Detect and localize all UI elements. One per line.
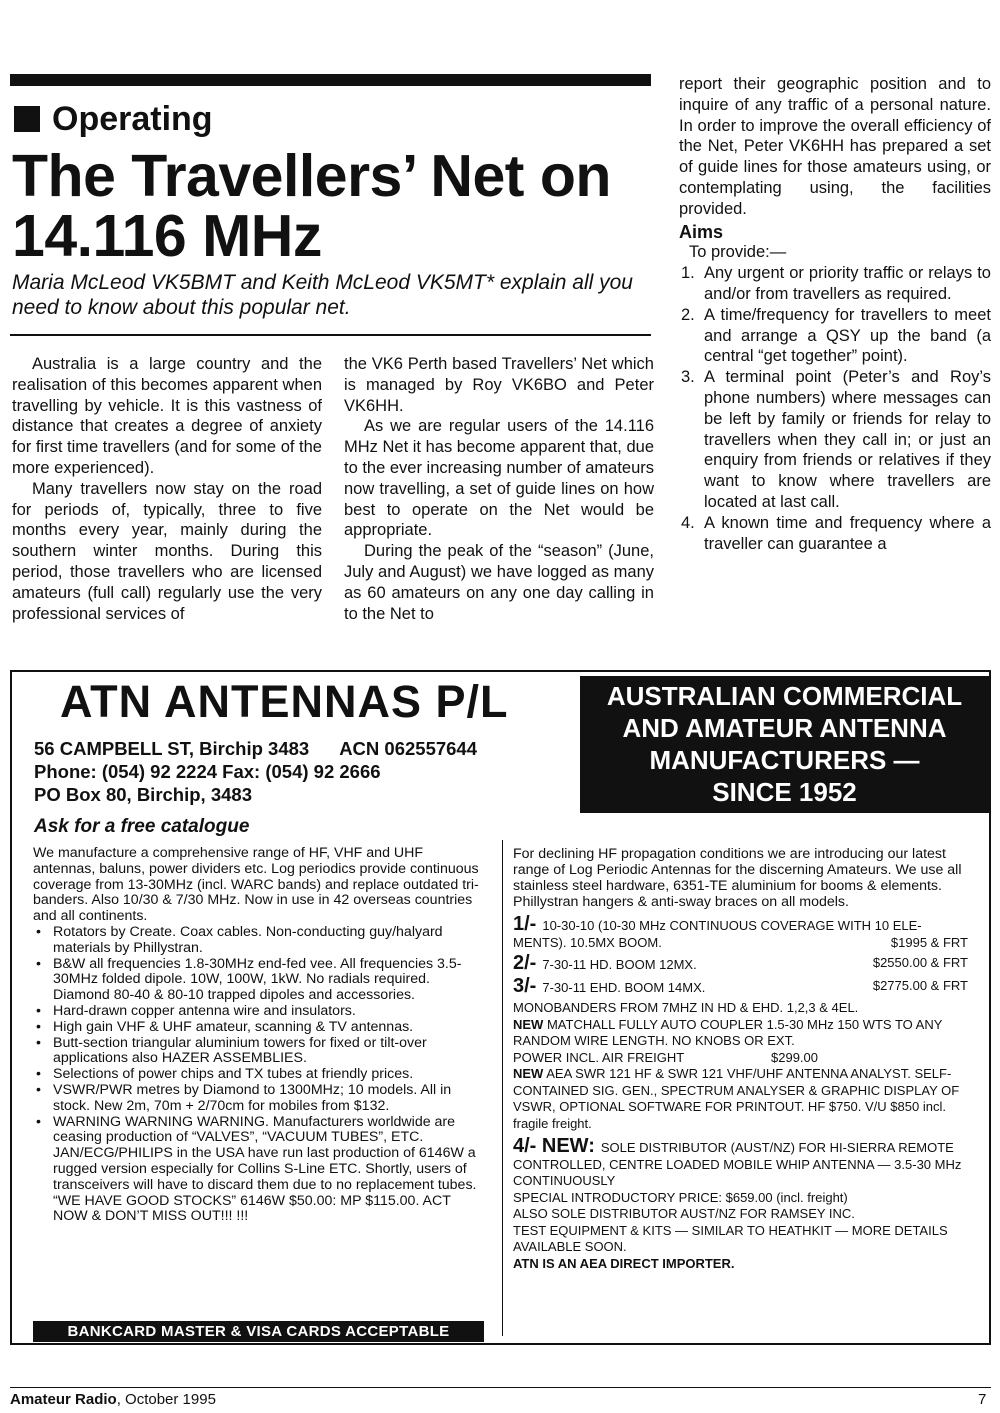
article-column-3 — [679, 74, 991, 554]
paragraph: Many travellers now stay on the road for periods of, typically, three to five months every year, mainly during the southern winter months. During this period, those travellers who are licensed amateurs (full call) regularly use the very professional services of — [12, 479, 322, 623]
offer-number: 2/- — [513, 952, 537, 974]
aims-list — [679, 263, 991, 554]
aea-offer — [513, 1066, 968, 1132]
list-text: A time/frequency for travellers to meet and arrange a QSY up the band (a central “get together” point). — [704, 305, 991, 366]
paragraph: report their geographic position and to inquire of any traffic of a personal nature. In order to improve the overall efficiency of the Net, Peter VK6HH has prepared a set of guide lines for those amateurs using, or contemplating using, the facilities provided. — [679, 75, 991, 218]
list-text: A terminal point (Peter’s and Roy’s phone numbers) where messages can be left by family or friends for relay to travellers when they call in; or just an enquiry from friends or relatives if they want to know where travellers are located at last call. — [704, 368, 991, 511]
test-equipment: TEST EQUIPMENT & KITS — SIMILAR TO HEATHKIT — MORE DETAILS AVAILABLE SOON. — [513, 1222, 948, 1254]
aims-intro: To provide:— — [689, 243, 787, 262]
article-title: The Travellers’ Net on 14.116 MHz — [12, 143, 611, 269]
list-item — [679, 513, 991, 555]
banner-line: AND AMATEUR ANTENNA — [622, 713, 947, 743]
aims-heading: Aims — [679, 221, 724, 242]
list-item: • Hard-drawn copper antenna wire and insulators. — [33, 1004, 486, 1020]
coupler-price: $299.00 — [771, 1049, 818, 1065]
offer-3 — [513, 974, 968, 997]
issue-date: , October 1995 — [116, 1391, 216, 1408]
list-number: 2. — [681, 305, 695, 324]
ad-company-name: ATN ANTENNAS P/L — [60, 676, 509, 727]
ad-acn: ACN 062557644 — [339, 738, 478, 759]
footer-publication — [10, 1391, 216, 1408]
subtitle-rule — [10, 334, 651, 336]
paragraph: During the peak of the “season” (June, July and August) we have logged as many as 60 amateurs on any one day calling in to the Net to — [344, 542, 654, 623]
ad-contact-block — [34, 737, 594, 806]
bankcard-banner: BANKCARD MASTER & VISA CARDS ACCEPTABLE — [33, 1321, 484, 1342]
coupler-price-row — [513, 1050, 968, 1067]
magazine-name: Amateur Radio — [10, 1391, 117, 1408]
new-label: NEW — [513, 1016, 544, 1032]
offer-text: 7-30-11 EHD. BOOM 14MX. — [542, 979, 706, 995]
footer-rule — [10, 1387, 991, 1388]
banner-line: AUSTRALIAN COMMERCIAL — [606, 681, 963, 711]
list-item: • Rotators by Create. Coax cables. Non-conducting guy/halyard materials by Phillystran. — [33, 925, 486, 957]
article-column-1 — [12, 354, 322, 624]
list-number: 4. — [681, 513, 695, 532]
ad-left-column — [33, 846, 486, 1225]
offer-price: $2550.00 & FRT — [872, 955, 968, 970]
ad-right-column — [513, 846, 968, 1272]
page-number: 7 — [978, 1391, 987, 1408]
list-item: • Butt-section triangular aluminium towers for fixed or tilt-over applications also HAZER ASSEMBLIES. — [33, 1036, 486, 1068]
list-item: • Selections of power chips and TX tubes at friendly prices. — [33, 1067, 486, 1083]
offer-2 — [513, 952, 968, 974]
offer-text: 7-30-11 HD. BOOM 12MX. — [542, 957, 697, 972]
monobanders: MONOBANDERS FROM 7MHZ IN HD & EHD. 1,2,3 & 4EL. — [513, 1000, 859, 1015]
square-bullet-icon — [14, 106, 40, 132]
list-text: Any urgent or priority traffic or relays to and/or from travellers as required. — [704, 264, 991, 303]
banner-line: SINCE 1952 — [712, 777, 857, 807]
offer-4 — [513, 1135, 968, 1190]
new-label: NEW — [513, 1066, 544, 1081]
special-price: SPECIAL INTRODUCTORY PRICE: $659.00 (incl. freight) — [513, 1189, 848, 1205]
coupler-offer — [513, 1017, 968, 1050]
list-item: • B&W all frequencies 1.8-30MHz end-fed vee. All frequencies 3.5-30MHz folded dipole. 10W, 100W, 1kW. No radials required. Diamond 80-40 & 80-10 trapped dipoles and accessories. — [33, 957, 486, 1004]
list-item: • High gain VHF & UHF amateur, scanning & TV antennas. — [33, 1020, 486, 1036]
section-label: Operating — [52, 100, 213, 138]
aea-importer: ATN IS AN AEA DIRECT IMPORTER. — [513, 1255, 735, 1271]
list-item: • WARNING WARNING WARNING. Manufacturers worldwide are ceasing production of “VALVES”, “VACUUM TUBES”, ETC. JAN/ECG/PHILIPS in the USA have run last production of 6146W a rugged version especially for Collins S-Line ETC. Shortly, users of transceivers will have to discard them due to no replacement tubes. “WE HAVE GOOD STOCKS” 6146W $50.00: MP $115.00. ACT NOW & DON’T MISS OUT!!! !!! — [33, 1115, 486, 1226]
section-heading — [14, 100, 213, 139]
list-item — [679, 263, 991, 305]
offer-price: $2775.00 & FRT — [872, 977, 968, 993]
article-subtitle: Maria McLeod VK5BMT and Keith McLeod VK5MT* explain all you need to know about this popular net. — [12, 271, 633, 319]
ad-address: 56 CAMPBELL ST, Birchip 3483 — [34, 738, 310, 759]
ad-phone: Phone: (054) 92 2224 Fax: (054) 92 2666 — [34, 761, 381, 782]
ad-catalogue-offer: Ask for a free catalogue — [34, 816, 250, 837]
ad-intro: We manufacture a comprehensive range of HF, VHF and UHF antennas, baluns, power dividers etc. Log periodics provide continuous coverage from 13-30MHz (incl. WARC bands) and replace outdated tri-banders. Also 10/30 & 7/30 MHz. Now in use in 42 overseas countries and all continents. — [33, 845, 479, 925]
offer-number: 1/- — [513, 913, 537, 935]
list-text: A known time and frequency where a traveller can guarantee a — [704, 513, 991, 553]
list-item: • VSWR/PWR metres by Diamond to 1300MHz; 10 models. All in stock. New 2m, 70m + 2/70cm for mobiles from $132. — [33, 1083, 486, 1115]
offer-number: 3/- — [513, 974, 537, 997]
coupler-power: POWER INCL. AIR FREIGHT — [513, 1049, 685, 1065]
list-number: 3. — [681, 368, 695, 387]
article-column-2 — [344, 354, 654, 624]
top-rule — [10, 74, 651, 86]
offer-text: SOLE DISTRIBUTOR (AUST/NZ) FOR HI-SIERRA REMOTE CONTROLLED, CENTRE LOADED MOBILE WHIP ANTENNA — 3.5-30 MHz CONTINUOUSLY — [513, 1140, 962, 1188]
offer-price: $1995 & FRT — [890, 934, 968, 950]
ad-column-divider — [502, 840, 503, 1336]
paragraph: the VK6 Perth based Travellers’ Net which is managed by Roy VK6BO and Peter VK6HH. — [344, 355, 654, 415]
offer-1 — [513, 913, 968, 951]
list-number: 1. — [681, 264, 695, 283]
ramsey-distributor: ALSO SOLE DISTRIBUTOR AUST/NZ FOR RAMSEY INC. — [513, 1206, 855, 1221]
offer-number: 4/- NEW: — [513, 1135, 595, 1157]
paragraph: As we are regular users of the 14.116 MHz Net it has become apparent that, due to the ever increasing number of amateurs now travelling, a set of guide lines on how best to operate on the Net would be appropriate. — [344, 417, 655, 540]
offer-text: 10-30-10 (10-30 MHz CONTINUOUS COVERAGE WITH 10 ELE- — [542, 918, 922, 933]
list-item — [679, 367, 991, 513]
paragraph: Australia is a large country and the realisation of this becomes apparent when travelling by vehicle. It is this vastness of distance that creates a degree of anxiety for first time travellers (and for some of the more experienced). — [12, 355, 322, 477]
aea-text: AEA SWR 121 HF & SWR 121 VHF/UHF ANTENNA ANALYST. SELF-CONTAINED SIG. GEN., SPECTRUM ANALYSER & GRAPHIC DISPLAY OF VSWR, OPTIONAL SOFTWARE FOR PRINTOUT. HF $750. V/U $850 incl. fragile freight. — [513, 1066, 960, 1131]
list-item — [679, 305, 991, 367]
ad-pobox: PO Box 80, Birchip, 3483 — [34, 784, 252, 805]
coupler-text: MATCHALL FULLY AUTO COUPLER 1.5-30 MHz 150 WTS TO ANY RANDOM WIRE LENGTH. NO KNOBS OR EXT. — [513, 1016, 943, 1048]
ad-banner — [580, 676, 989, 813]
banner-line: MANUFACTURERS — — [649, 745, 920, 775]
ad-right-intro: For declining HF propagation conditions we are introducing our latest range of Log Periodic Antennas for the discerning Amateurs. We use all stainless steel hardware, 6351-TE aluminium for booms & elements. Phillystran hangers & anti-sway braces on all models. — [513, 846, 962, 910]
offer-text: MENTS). 10.5MX BOOM. — [513, 934, 662, 950]
ad-bullet-list — [33, 925, 486, 1225]
